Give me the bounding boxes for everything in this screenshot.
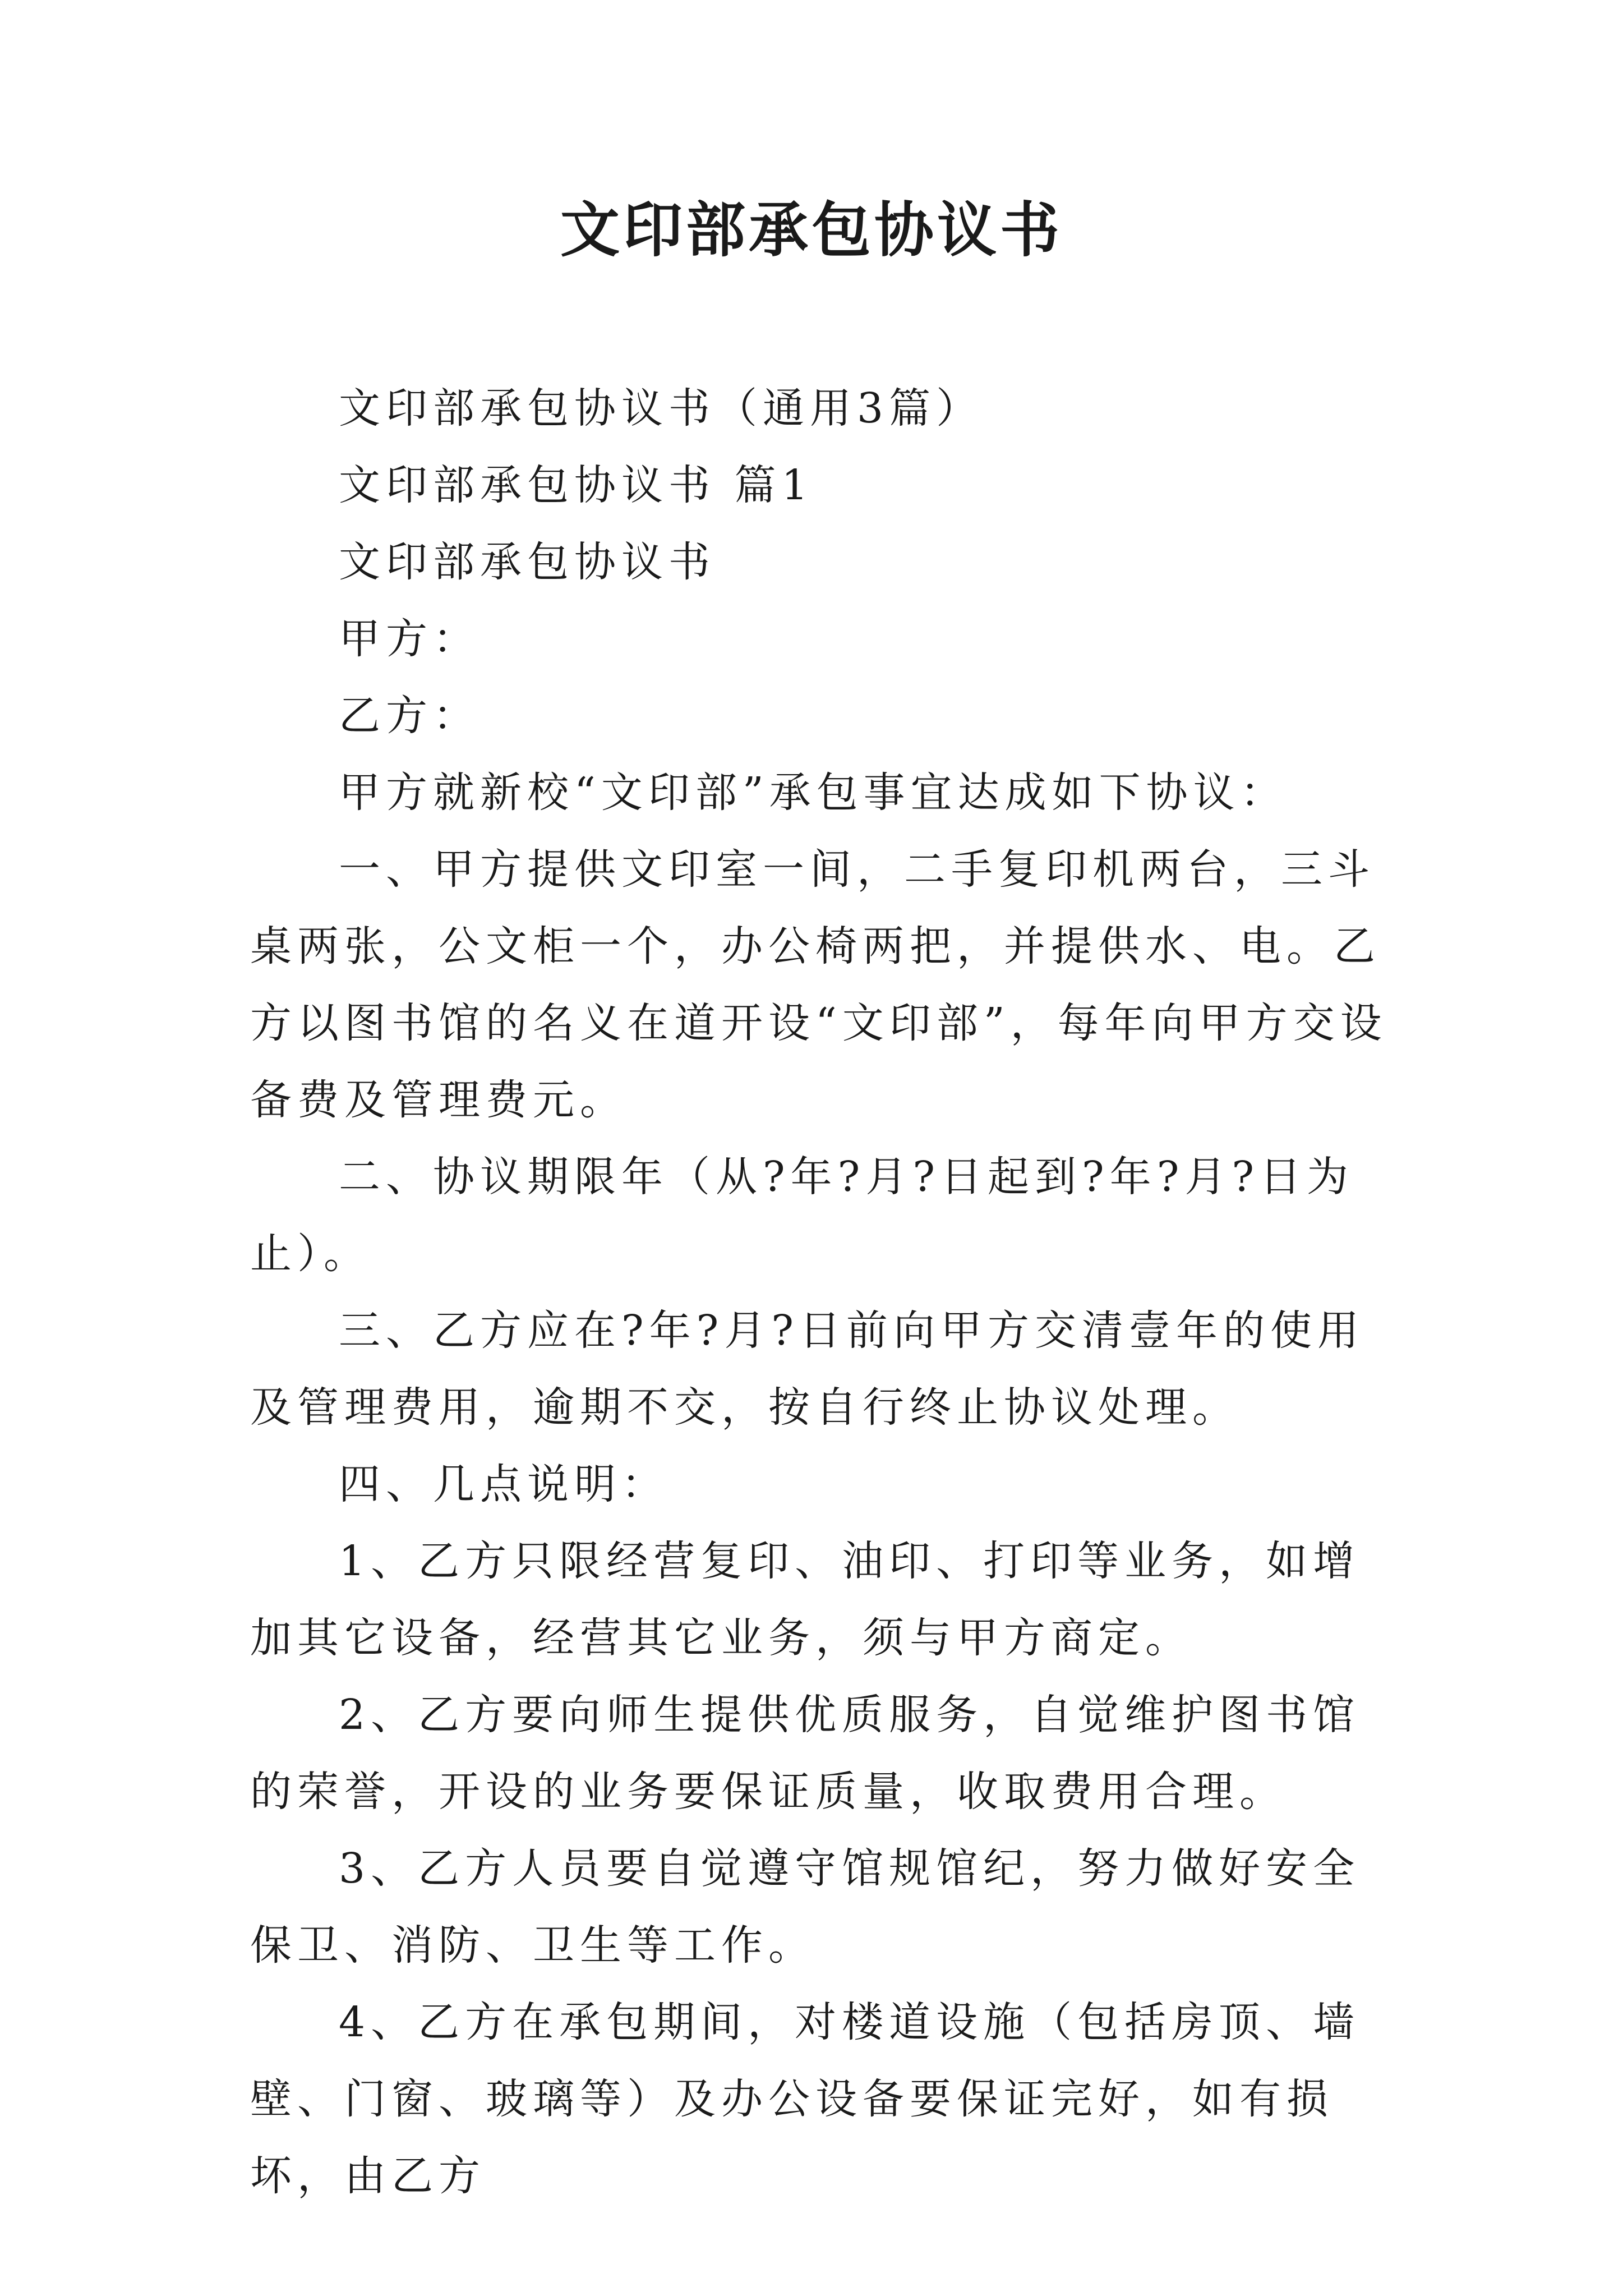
paragraph-note-4: 4、乙方在承包期间，对楼道设施（包括房顶、墙壁、门窗、玻璃等）及办公设备要保证完好，如有损坏，由乙方 (250, 1998, 1361, 2200)
paragraph-section-heading: 文印部承包协议书 篇1 (339, 461, 814, 509)
document-body (250, 370, 1389, 2215)
paragraph-agreement-title: 文印部承包协议书 (339, 538, 716, 586)
paragraph-party-b: 乙方： (339, 692, 480, 740)
paragraph-clause-1: 一、甲方提供文印室一间，二手复印机两台，三斗桌两张，公文柜一个，办公椅两把，并提供水、电。乙方以图书馆的名义在道开设“文印部”，每年向甲方交设备费及管理费元。 (250, 845, 1387, 1124)
paragraph-clause-2: 二、协议期限年（从?年?月?日起到?年?月?日为止）。 (250, 1153, 1354, 1278)
paragraph-note-3: 3、乙方人员要自觉遵守馆规馆纪，努力做好安全保卫、消防、卫生等工作。 (250, 1844, 1361, 1970)
paragraph-clause-3: 三、乙方应在?年?月?日前向甲方交清壹年的使用及管理费用，逾期不交，按自行终止协议处理。 (250, 1306, 1365, 1432)
paragraph-note-1: 1、乙方只限经营复印、油印、打印等业务，如增加其它设备，经营其它业务，须与甲方商定。 (250, 1537, 1361, 1662)
document-title: 文印部承包协议书 (560, 195, 1063, 265)
paragraph-clause-4: 四、几点说明： (339, 1460, 668, 1508)
paragraph-intro: 甲方就新校“文印部”承包事宜达成如下协议： (339, 769, 1288, 817)
paragraph-note-2: 2、乙方要向师生提供优质服务，自觉维护图书馆的荣誉，开设的业务要保证质量，收取费用合理。 (250, 1691, 1361, 1816)
paragraph-party-a: 甲方： (339, 615, 480, 663)
paragraph-subtitle: 文印部承包协议书（通用3篇） (339, 384, 984, 432)
